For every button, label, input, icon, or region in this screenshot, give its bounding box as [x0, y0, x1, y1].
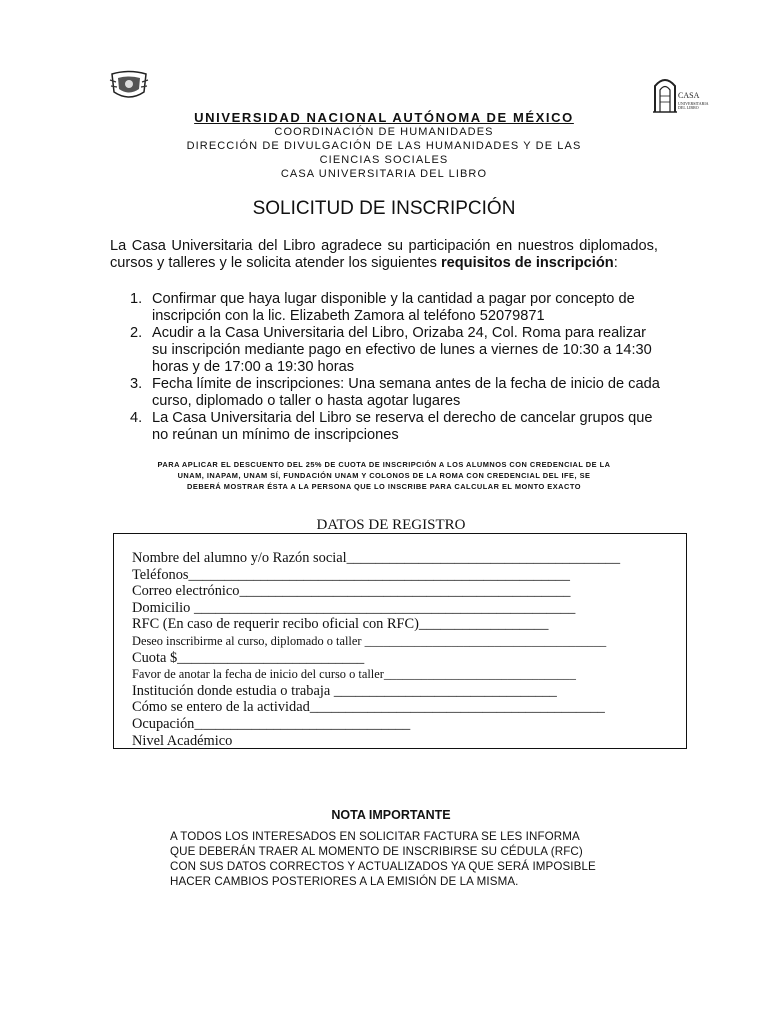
header-line-1: COORDINACIÓN DE HUMANIDADES — [274, 126, 494, 138]
requirement-item — [110, 376, 660, 410]
requirement-text: Acudir a la Casa Universitaria del Libro, Orizaba 24, Col. Roma para realizar su inscripción mediante pago en efectivo de lunes a viernes de 10:30 a 14:30 horas y de 17:00 a 19:30 horas — [152, 325, 652, 375]
requirement-number: 3. — [130, 376, 143, 392]
university-name: UNIVERSIDAD NACIONAL AUTÓNOMA DE MÉXICO — [194, 110, 574, 125]
requirement-number: 2. — [130, 325, 143, 341]
nota-line-1: A TODOS LOS INTERESADOS EN SOLICITAR FACTURA SE LES INFORMA — [170, 830, 580, 843]
field-ocupacion: Ocupación______________________________ — [132, 715, 411, 732]
registration-fields — [132, 550, 620, 749]
field-institucion: Institución donde estudia o trabaja _______________________________ — [132, 682, 557, 699]
unam-seal-logo — [108, 70, 150, 102]
field-nivel-academico: Nivel Académico — [132, 732, 233, 749]
nota-line-2: QUE DEBERÁN TRAER AL MOMENTO DE INSCRIBIRSE SU CÉDULA (RFC) — [170, 845, 583, 858]
document-title: SOLICITUD DE INSCRIPCIÓN — [252, 198, 516, 219]
document-header — [0, 110, 768, 181]
header-line-3: CIENCIAS SOCIALES — [319, 154, 449, 166]
requirement-item — [110, 410, 660, 444]
field-como-se-entero: Cómo se entero de la actividad_________________________________________ — [132, 699, 605, 716]
registration-title: DATOS DE REGISTRO — [316, 517, 466, 533]
header-line-4: CASA UNIVERSITARIA DEL LIBRO — [280, 168, 488, 180]
casa-logo-text: CASA — [678, 91, 700, 100]
nota-text — [170, 829, 640, 889]
intro-end: : — [613, 255, 618, 271]
casa-logo-subtext: UNIVERSITARIA DEL LIBRO — [678, 101, 709, 110]
nota-title: NOTA IMPORTANTE — [331, 808, 451, 822]
field-curso: Deseo inscribirme al curso, diplomado o taller _______________________________________ — [132, 633, 607, 648]
field-telefonos: Teléfonos_____________________________________________________ — [132, 566, 570, 583]
header-line-2: DIRECCIÓN DE DIVULGACIÓN DE LAS HUMANIDADES Y DE LAS — [186, 140, 582, 152]
field-correo: Correo electrónico______________________________________________ — [132, 583, 571, 600]
requirement-text: Confirmar que haya lugar disponible y la cantidad a pagar por concepto de inscripción con la lic. Elizabeth Zamora al teléfono 52079871 — [152, 291, 635, 324]
requirement-text: La Casa Universitaria del Libro se reserva el derecho de cancelar grupos que no reúnan un mínimo de inscripciones — [152, 410, 653, 443]
requirement-item — [110, 325, 660, 376]
requirement-item — [110, 291, 660, 325]
intro-text: La Casa Universitaria del Libro agradece su participación en nuestros diplomados, cursos y talleres y le solicita atender los siguientes — [110, 238, 658, 271]
requirement-number: 1. — [130, 291, 143, 307]
intro-paragraph — [110, 238, 658, 272]
field-fecha-inicio: Favor de anotar la fecha de inicio del curso o taller_______________________________ — [132, 667, 576, 682]
field-domicilio: Domicilio _____________________________________________________ — [132, 599, 576, 616]
intro-bold: requisitos de inscripción — [440, 255, 614, 271]
discount-line-3: DEBERÁ MOSTRAR ÉSTA A LA PERSONA QUE LO INSCRIBE PARA CALCULAR EL MONTO EXACTO — [187, 482, 581, 491]
discount-line-2: UNAM, INAPAM, UNAM SÍ, FUNDACIÓN UNAM Y COLONOS DE LA ROMA CON CREDENCIAL DEL IFE, SE — [177, 471, 591, 480]
requirement-number: 4. — [130, 410, 143, 426]
nota-line-4: HACER CAMBIOS POSTERIORES A LA EMISIÓN DE LA MISMA. — [170, 875, 519, 888]
requirements-list — [110, 291, 660, 444]
discount-notice — [112, 459, 656, 492]
field-nombre: Nombre del alumno y/o Razón social______________________________________ — [132, 550, 621, 566]
requirement-text: Fecha límite de inscripciones: Una semana antes de la fecha de inicio de cada curso, diplomado o taller o hasta agotar lugares — [152, 376, 660, 409]
field-rfc: RFC (En caso de requerir recibo oficial con RFC)__________________ — [132, 616, 549, 633]
discount-line-1: PARA APLICAR EL DESCUENTO DEL 25% DE CUOTA DE INSCRIPCIÓN A LOS ALUMNOS CON CREDENCIAL DE LA — [157, 460, 611, 469]
field-cuota: Cuota $__________________________ — [132, 649, 365, 666]
casa-universitaria-logo — [652, 74, 709, 114]
nota-line-3: CON SUS DATOS CORRECTOS Y ACTUALIZADOS YA QUE SERÁ IMPOSIBLE — [170, 860, 596, 873]
